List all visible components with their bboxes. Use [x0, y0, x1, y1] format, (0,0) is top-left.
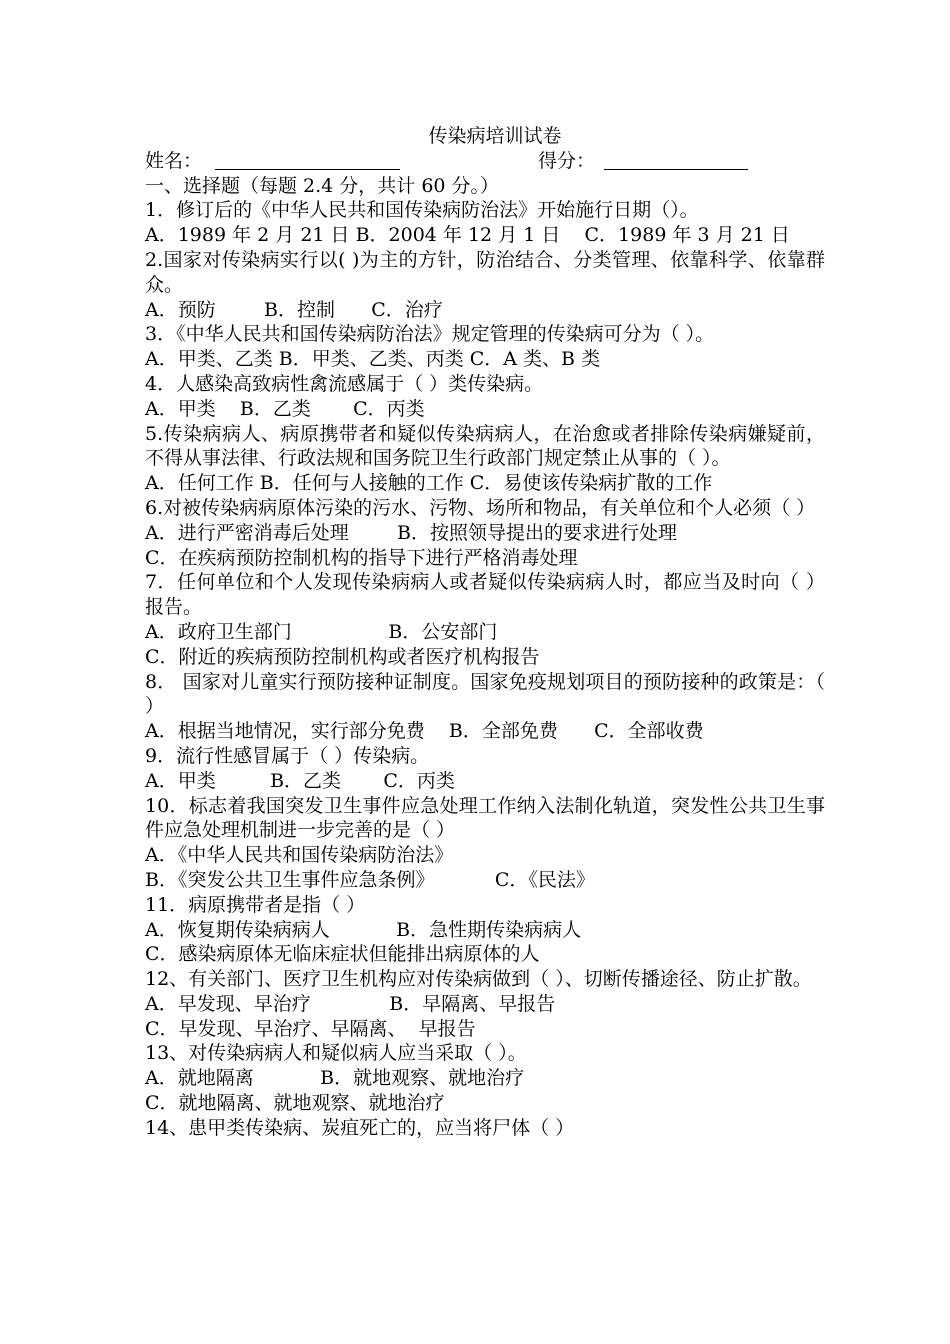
question-text: 13、对传染病病人和疑似病人应当采取（ ）。	[145, 1042, 527, 1065]
question-text: 3．《中华人民共和国传染病防治法》规定管理的传染病可分为（ ）。	[145, 323, 715, 346]
answer-options: B．《突发公共卫生事件应急条例》 C．《民法》	[145, 868, 595, 891]
question-text: 6.对被传染病病原体污染的污水、污物、场所和物品，有关单位和个人必须（ ）	[145, 496, 816, 519]
question-text: 12、有关部门、医疗卫生机构应对传染病做到（ ）、切断传播途径、防止扩散。	[145, 968, 812, 991]
answer-options: C．早发现、早治疗、早隔离、 早报告	[145, 1017, 476, 1040]
question-text: 8． 国家对儿童实行预防接种证制度。国家免疫规划项目的预防接种的政策是：（ ）	[145, 670, 825, 718]
answer-options: A．甲类 B．乙类 C．丙类	[145, 397, 425, 420]
question-list	[145, 198, 825, 1140]
name-blank-line	[215, 169, 400, 170]
answer-options: A．甲类 B．乙类 C．丙类	[145, 769, 455, 792]
answer-options: A．预防 B．控制 C．治疗	[145, 298, 443, 321]
question-item	[145, 1041, 825, 1115]
section-heading: 一、选择题（每题 2.4 分，共计 60 分。）	[145, 174, 500, 197]
question-text: 2.国家对传染病实行以( )为主的方针，防治结合、分类管理、依靠科学、依靠群众。	[145, 248, 825, 296]
question-text: 10．标志着我国突发卫生事件应急处理工作纳入法制化轨道，突发性公共卫生事件应急处理机制进一步完善的是（ ）	[145, 794, 825, 842]
question-item	[145, 496, 825, 570]
answer-options: A．甲类、乙类 B．甲类、乙类、丙类 C．A 类、B 类	[145, 348, 601, 371]
answer-options: A．《中华人民共和国传染病防治法》	[145, 844, 454, 867]
question-item	[145, 1116, 825, 1141]
document-title: 传染病培训试卷	[428, 125, 562, 147]
question-item	[145, 744, 825, 794]
question-item	[145, 794, 825, 893]
question-item	[145, 198, 825, 248]
answer-options: A．政府卫生部门 B．公安部门	[145, 620, 498, 643]
question-text: 7．任何单位和个人发现传染病病人或者疑似传染病病人时，都应当及时向（ ）报告。	[145, 571, 825, 619]
answer-options: A．进行严密消毒后处理 B．按照领导提出的要求进行处理	[145, 521, 678, 544]
answer-options: A．任何工作 B．任何与人接触的工作 C．易使该传染病扩散的工作	[145, 472, 713, 495]
question-item	[145, 893, 825, 967]
answer-options: C．在疾病预防控制机构的指导下进行严格消毒处理	[145, 546, 578, 569]
answer-options: C．感染病原体无临床症状但能排出病原体的人	[145, 943, 540, 966]
answer-options: A．1989 年 2 月 21 日 B．2004 年 12 月 1 日 C．1989 年 3 月 21 日	[145, 224, 790, 247]
score-blank-line	[604, 169, 748, 170]
answer-options: A．恢复期传染病病人 B．急性期传染病病人	[145, 918, 582, 941]
question-item	[145, 570, 825, 669]
question-item	[145, 670, 825, 744]
question-text: 1．修订后的《中华人民共和国传染病防治法》开始施行日期（）。	[145, 199, 699, 222]
question-item	[145, 967, 825, 1041]
question-item	[145, 322, 825, 372]
question-item	[145, 422, 825, 496]
question-text: 14、患甲类传染病、炭疽死亡的，应当将尸体（ ）	[145, 1116, 575, 1139]
question-text: 5.传染病病人、病原携带者和疑似传染病病人，在治愈或者排除传染病嫌疑前，不得从事法律、行政法规和国务院卫生行政部门规定禁止从事的（ ）。	[145, 422, 825, 470]
answer-options: A．根据当地情况，实行部分免费 B．全部免费 C．全部收费	[145, 720, 704, 743]
answer-options: A．早发现、早治疗 B．早隔离、早报告	[145, 992, 556, 1015]
name-label: 姓名：	[145, 149, 203, 172]
header-row	[145, 149, 825, 174]
answer-options: A．就地隔离 B．就地观察、就地治疗	[145, 1067, 525, 1090]
answer-options: C．附近的疾病预防控制机构或者医疗机构报告	[145, 645, 540, 668]
question-text: 11．病原携带者是指（ ）	[145, 893, 366, 916]
score-label: 得分：	[538, 149, 596, 172]
question-text: 4．人感染高致病性禽流感属于（ ）类传染病。	[145, 372, 544, 395]
question-item	[145, 372, 825, 422]
question-item	[145, 248, 825, 322]
question-text: 9．流行性感冒属于（ ）传染病。	[145, 744, 430, 767]
answer-options: C．就地隔离、就地观察、就地治疗	[145, 1092, 445, 1115]
exam-page	[145, 124, 825, 1141]
